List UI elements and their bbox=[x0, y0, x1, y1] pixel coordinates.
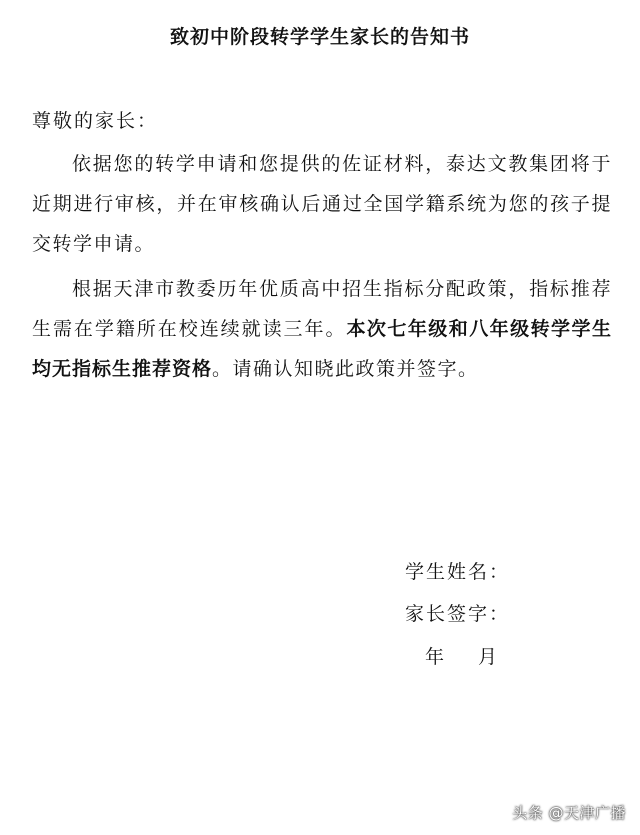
date-line bbox=[425, 642, 497, 669]
parent-signature-label: 家长签字： bbox=[405, 603, 511, 625]
paragraph-1: 依据您的转学申请和您提供的佐证材料，泰达文教集团将于近期进行审核，并在审核确认后通过全国学籍系统为您的孩子提交转学申请。 bbox=[32, 153, 612, 255]
paragraph-2-text: 根据天津市教委历年优质高中招生指标分配政策，指标推荐生需在学籍所在校连续就读三年。 bbox=[32, 278, 612, 340]
paragraph-2-ending: 。请确认知晓此政策并签字。 bbox=[212, 358, 479, 380]
paragraph-2-bold-notice: 本次七年级和八年级转学学生均无指标生推荐资格 bbox=[32, 318, 612, 380]
document-title: 致初中阶段转学学生家长的告知书 bbox=[169, 26, 470, 48]
paragraph-2 bbox=[32, 269, 612, 389]
year-label: 年 bbox=[425, 646, 445, 668]
student-name-label: 学生姓名： bbox=[405, 561, 511, 583]
salutation: 尊敬的家长： bbox=[32, 110, 159, 132]
source-watermark: 头条 @天津广播 bbox=[512, 804, 626, 822]
month-label: 月 bbox=[478, 646, 498, 668]
